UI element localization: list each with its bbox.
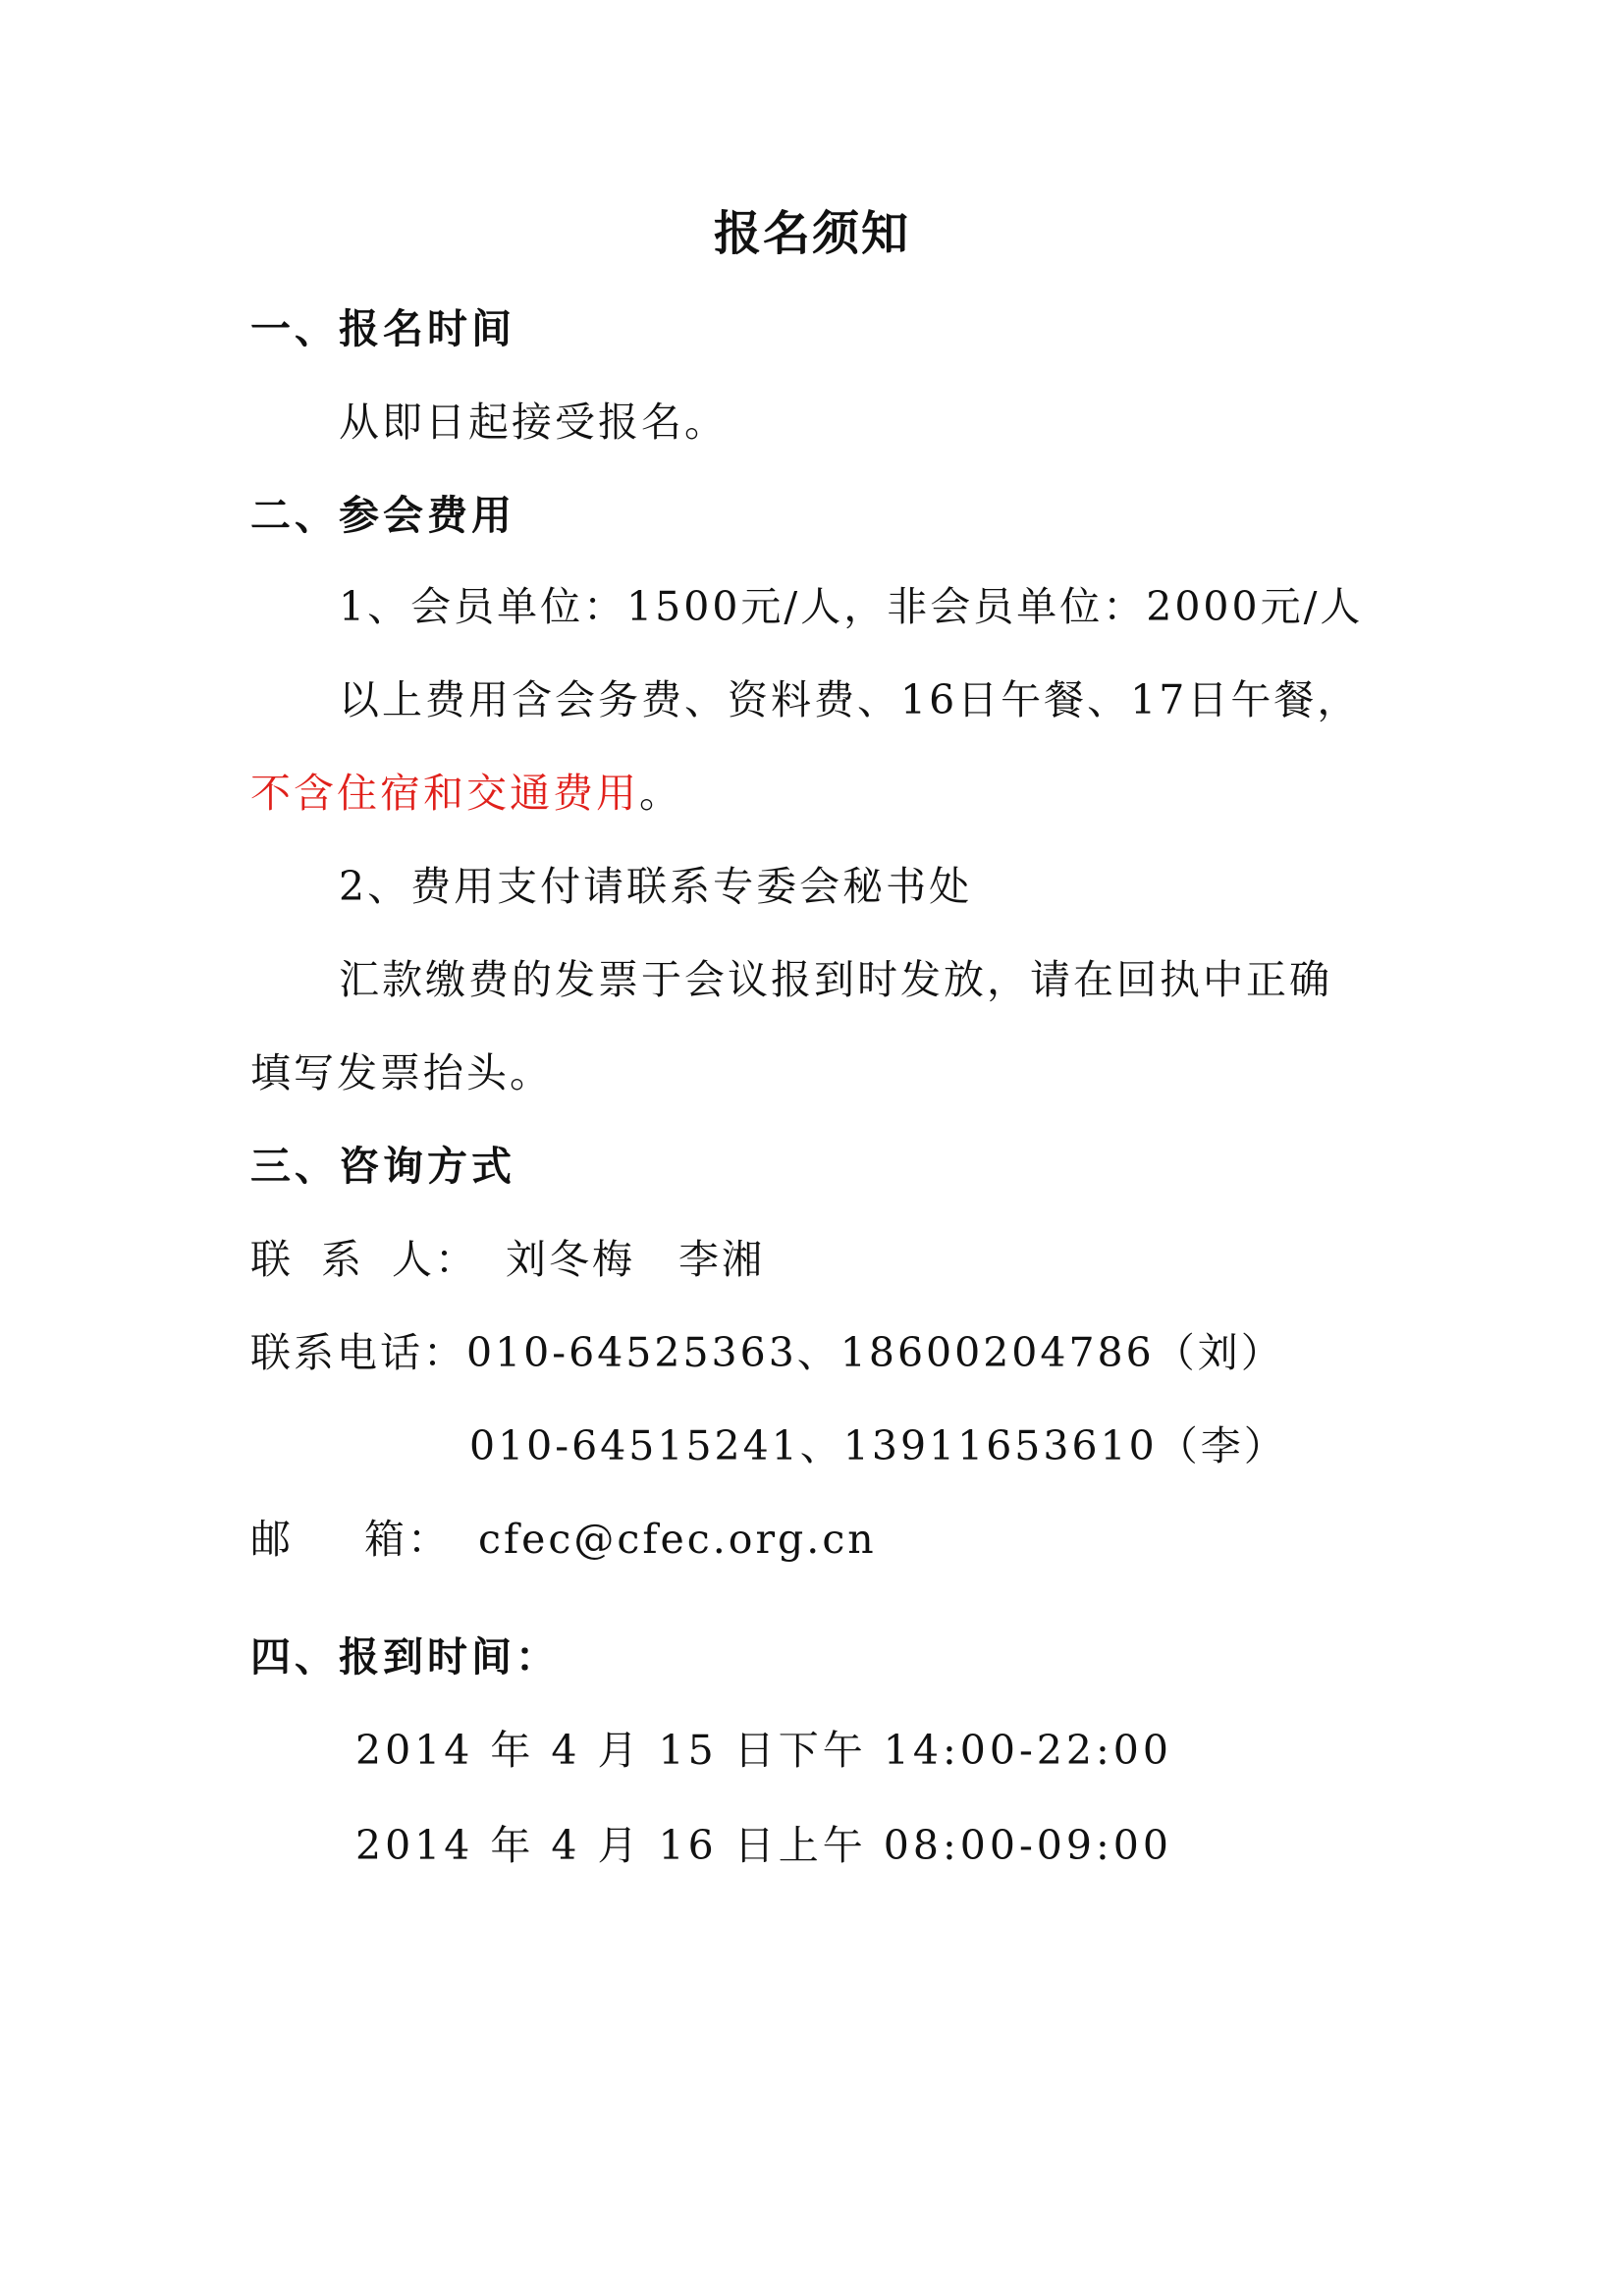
contact-person-line — [250, 1235, 765, 1284]
contact-names: 刘冬梅 李湘 — [506, 1236, 765, 1283]
phone-numbers-2: 010-64515241、13911653610（李） — [469, 1422, 1287, 1469]
invoice-text-line-2: 填写发票抬头。 — [250, 1049, 553, 1096]
fee-includes-text: 以上费用含会务费、资料费、16日午餐、17日午餐， — [339, 676, 1361, 723]
fee-item-2: 2、费用支付请联系专委会秘书处 — [339, 863, 973, 910]
section-heading-registration-time: 一、报名时间 — [250, 305, 515, 352]
contact-phone-line-1 — [250, 1328, 1284, 1377]
email-address: cfec@cfec.org.cn — [478, 1516, 877, 1563]
section-heading-checkin-time: 四、报到时间： — [250, 1633, 560, 1681]
email-label-char-2: 箱： — [364, 1516, 451, 1563]
fee-excludes-highlight: 不含住宿和交通费用 — [250, 770, 639, 817]
invoice-text-line-1: 汇款缴费的发票于会议报到时发放，请在回执中正确 — [339, 956, 1332, 1003]
email-label-char-1: 邮 — [250, 1516, 294, 1563]
contact-label-char-1: 联 — [250, 1236, 294, 1283]
registration-time-text: 从即日起接受报名。 — [339, 399, 728, 446]
section-heading-contact: 三、咨询方式 — [250, 1143, 515, 1190]
section-heading-fees: 二、参会费用 — [250, 492, 515, 539]
contact-label-char-3: 人： — [392, 1236, 478, 1283]
phone-label: 联系电话： — [250, 1329, 466, 1376]
fee-excludes-line — [250, 769, 682, 818]
phone-numbers-1: 010-64525363、18600204786（刘） — [466, 1329, 1284, 1376]
fee-excludes-end: 。 — [639, 770, 682, 817]
checkin-time-2: 2014 年 4 月 16 日上午 08:00-09:00 — [355, 1822, 1172, 1869]
fee-item-1: 1、会员单位：1500元/人，非会员单位：2000元/人 — [339, 583, 1364, 630]
document-title: 报名须知 — [713, 206, 910, 261]
checkin-time-1: 2014 年 4 月 15 日下午 14:00-22:00 — [355, 1727, 1172, 1774]
contact-email-line — [250, 1515, 877, 1564]
contact-label-char-2: 系 — [321, 1236, 364, 1283]
